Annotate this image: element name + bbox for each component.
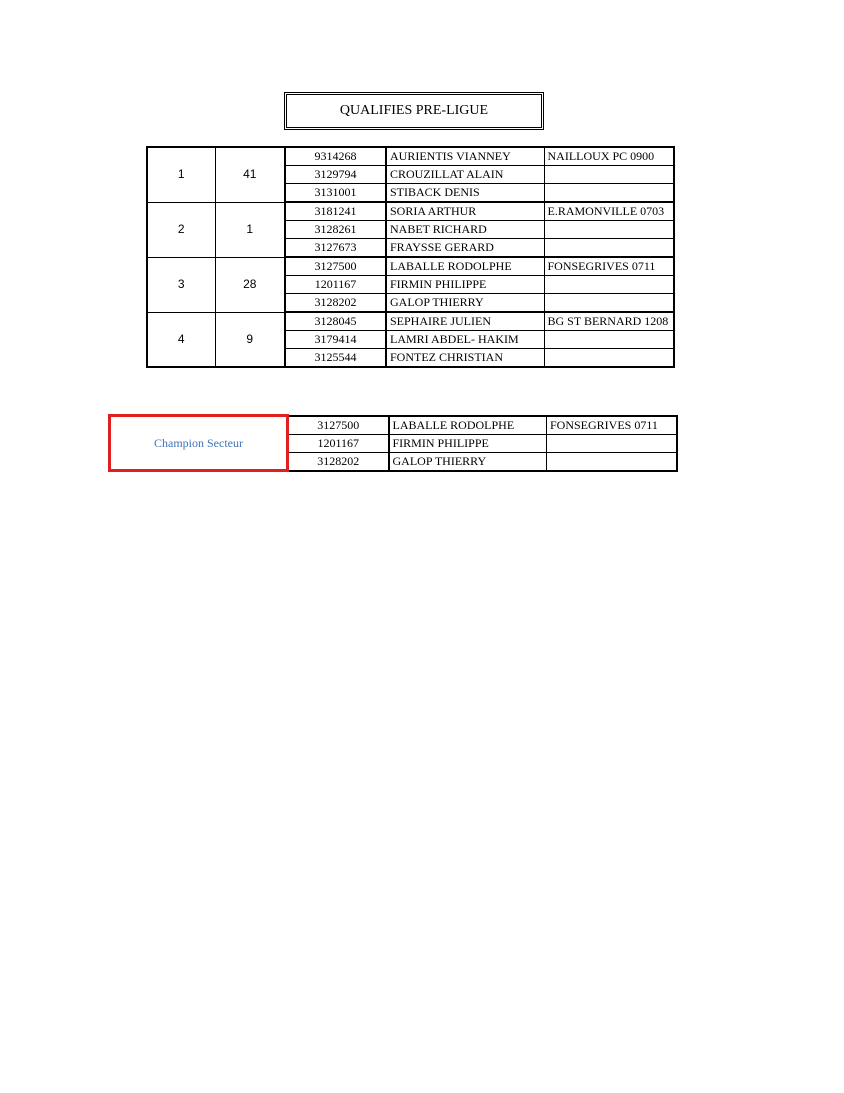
club-cell	[544, 331, 674, 349]
player-name-cell: GALOP THIERRY	[386, 294, 544, 313]
player-name-cell: AURIENTIS VIANNEY	[386, 147, 544, 166]
player-name-cell: FIRMIN PHILIPPE	[389, 434, 547, 452]
player-name-cell: SEPHAIRE JULIEN	[386, 312, 544, 331]
player-name-cell: STIBACK DENIS	[386, 184, 544, 203]
club-cell: E.RAMONVILLE 0703	[544, 202, 674, 221]
group-number: 28	[215, 257, 285, 312]
club-cell	[544, 184, 674, 203]
player-name-cell: GALOP THIERRY	[389, 452, 547, 471]
club-cell	[544, 294, 674, 313]
license-cell: 3128202	[288, 452, 389, 471]
player-name-cell: SORIA ARTHUR	[386, 202, 544, 221]
club-cell: FONSEGRIVES 0711	[547, 416, 677, 435]
table-row	[147, 147, 674, 166]
club-cell: FONSEGRIVES 0711	[544, 257, 674, 276]
player-name-cell: FRAYSSE GERARD	[386, 239, 544, 258]
qualifiers-table	[146, 146, 675, 368]
player-name-cell: FIRMIN PHILIPPE	[386, 276, 544, 294]
group-number: 1	[215, 202, 285, 257]
player-name-cell: NABET RICHARD	[386, 221, 544, 239]
license-cell: 3128045	[285, 312, 386, 331]
group-rank: 2	[147, 202, 215, 257]
license-cell: 3129794	[285, 166, 386, 184]
group-rank: 1	[147, 147, 215, 202]
license-cell: 3131001	[285, 184, 386, 203]
license-cell: 3128261	[285, 221, 386, 239]
table-row	[110, 416, 677, 435]
club-cell	[547, 452, 677, 471]
license-cell: 3181241	[285, 202, 386, 221]
player-name-cell: LABALLE RODOLPHE	[386, 257, 544, 276]
club-cell	[547, 434, 677, 452]
player-name-cell: FONTEZ CHRISTIAN	[386, 349, 544, 368]
license-cell: 3125544	[285, 349, 386, 368]
license-cell: 3179414	[285, 331, 386, 349]
group-number: 41	[215, 147, 285, 202]
license-cell: 3127500	[285, 257, 386, 276]
group-rank: 4	[147, 312, 215, 367]
license-cell: 3128202	[285, 294, 386, 313]
table-row	[147, 257, 674, 276]
group-rank: 3	[147, 257, 215, 312]
club-cell: BG ST BERNARD 1208	[544, 312, 674, 331]
license-cell: 9314268	[285, 147, 386, 166]
club-cell: NAILLOUX PC 0900	[544, 147, 674, 166]
club-cell	[544, 166, 674, 184]
club-cell	[544, 276, 674, 294]
club-cell	[544, 221, 674, 239]
license-cell: 3127673	[285, 239, 386, 258]
player-name-cell: CROUZILLAT ALAIN	[386, 166, 544, 184]
player-name-cell: LABALLE RODOLPHE	[389, 416, 547, 435]
champion-table	[108, 414, 678, 472]
license-cell: 1201167	[288, 434, 389, 452]
license-cell: 3127500	[288, 416, 389, 435]
page-title: QUALIFIES PRE-LIGUE	[284, 92, 544, 130]
champion-label: Champion Secteur	[110, 416, 288, 471]
club-cell	[544, 239, 674, 258]
player-name-cell: LAMRI ABDEL- HAKIM	[386, 331, 544, 349]
table-row	[147, 202, 674, 221]
license-cell: 1201167	[285, 276, 386, 294]
group-number: 9	[215, 312, 285, 367]
club-cell	[544, 349, 674, 368]
table-row	[147, 312, 674, 331]
